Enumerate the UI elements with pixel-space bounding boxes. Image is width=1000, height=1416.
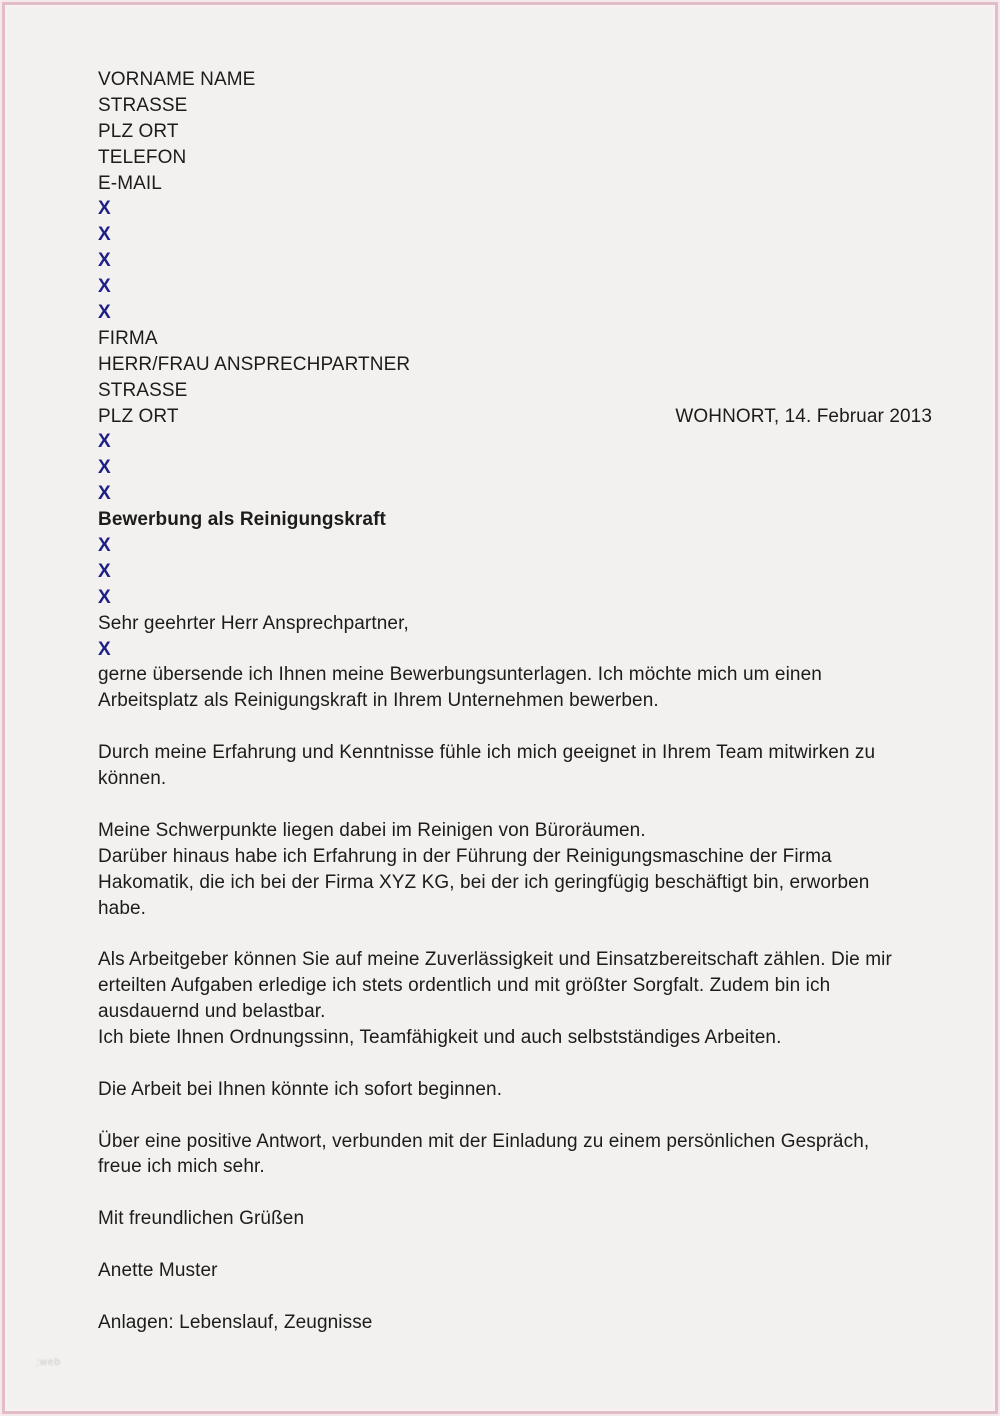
text-line: Meine Schwerpunkte liegen dabei im Reinigen von Büroräumen.: [98, 819, 646, 841]
letter-page: [2, 2, 998, 1414]
placeholder-x-line: X: [98, 198, 111, 220]
text-line: können.: [98, 768, 167, 790]
text-line: Hakomatik, die ich bei der Firma XYZ KG, bei der ich geringfügig beschäftigt bin, erworben: [98, 871, 870, 893]
text-line: Anlagen: Lebenslauf, Zeugnisse: [98, 1311, 373, 1333]
blank-line: [98, 921, 932, 947]
blank-line: [98, 1180, 932, 1206]
placeholder-x-line: X: [98, 250, 111, 272]
blank-line: [98, 1103, 932, 1129]
blank-line: [98, 792, 932, 818]
placeholder-x-line: X: [98, 638, 111, 660]
placeholder-x-line: X: [98, 483, 111, 505]
letter-body: [98, 67, 932, 1336]
blank-line: [98, 1232, 932, 1258]
placeholder-x-line: X: [98, 586, 111, 608]
placeholder-x-line: X: [98, 560, 111, 582]
blank-line: [98, 1051, 932, 1077]
text-line: E-MAIL: [98, 172, 162, 194]
text-line: STRASSE: [98, 94, 188, 116]
text-line: Anette Muster: [98, 1259, 218, 1281]
text-line: PLZ ORT: [98, 120, 179, 142]
watermark: ;web: [36, 1357, 62, 1368]
text-line: ausdauernd und belastbar.: [98, 1001, 326, 1023]
text-line: gerne übersende ich Ihnen meine Bewerbungsunterlagen. Ich möchte mich um einen: [98, 664, 822, 686]
text-line: VORNAME NAME: [98, 69, 256, 90]
text-line: Als Arbeitgeber können Sie auf meine Zuverlässigkeit und Einsatzbereitschaft zählen. Die mir: [98, 949, 892, 971]
text-line: Die Arbeit bei Ihnen könnte ich sofort beginnen.: [98, 1078, 503, 1100]
placeholder-x-line: X: [98, 276, 111, 298]
place-and-date: WOHNORT, 14. Februar 2013: [675, 405, 932, 427]
blank-line: [98, 714, 932, 740]
text-line: STRASSE: [98, 379, 188, 401]
text-line: erteilten Aufgaben erledige ich stets ordentlich und mit größter Sorgfalt. Zudem bin ich: [98, 975, 831, 997]
text-line: HERR/FRAU ANSPRECHPARTNER: [98, 353, 411, 375]
text-line: Sehr geehrter Herr Ansprechpartner,: [98, 612, 409, 634]
text-line: TELEFON: [98, 146, 187, 168]
text-line: Arbeitsplatz als Reinigungskraft in Ihrem Unternehmen bewerben.: [98, 690, 659, 712]
text-line: freue ich mich sehr.: [98, 1156, 265, 1178]
placeholder-x-line: X: [98, 431, 111, 453]
placeholder-x-line: X: [98, 302, 111, 324]
text-line: Durch meine Erfahrung und Kenntnisse fühle ich mich geeignet in Ihrem Team mitwirken zu: [98, 742, 876, 764]
text-line: habe.: [98, 897, 147, 919]
text-line: Ich biete Ihnen Ordnungssinn, Teamfähigkeit und auch selbstständiges Arbeiten.: [98, 1026, 782, 1048]
text-line: Mit freundlichen Grüßen: [98, 1208, 305, 1230]
blank-line: [98, 1284, 932, 1310]
placeholder-x-line: X: [98, 457, 111, 479]
text-line: FIRMA: [98, 327, 158, 349]
text-line: Darüber hinaus habe ich Erfahrung in der Führung der Reinigungsmaschine der Firma: [98, 845, 832, 867]
placeholder-x-line: X: [98, 535, 111, 557]
recipient-city: PLZ ORT: [98, 405, 179, 427]
placeholder-x-line: X: [98, 224, 111, 246]
date-line: [98, 404, 932, 430]
subject-line: Bewerbung als Reinigungskraft: [98, 509, 386, 531]
text-line: Über eine positive Antwort, verbunden mit der Einladung zu einem persönlichen Gespräch,: [98, 1130, 870, 1152]
